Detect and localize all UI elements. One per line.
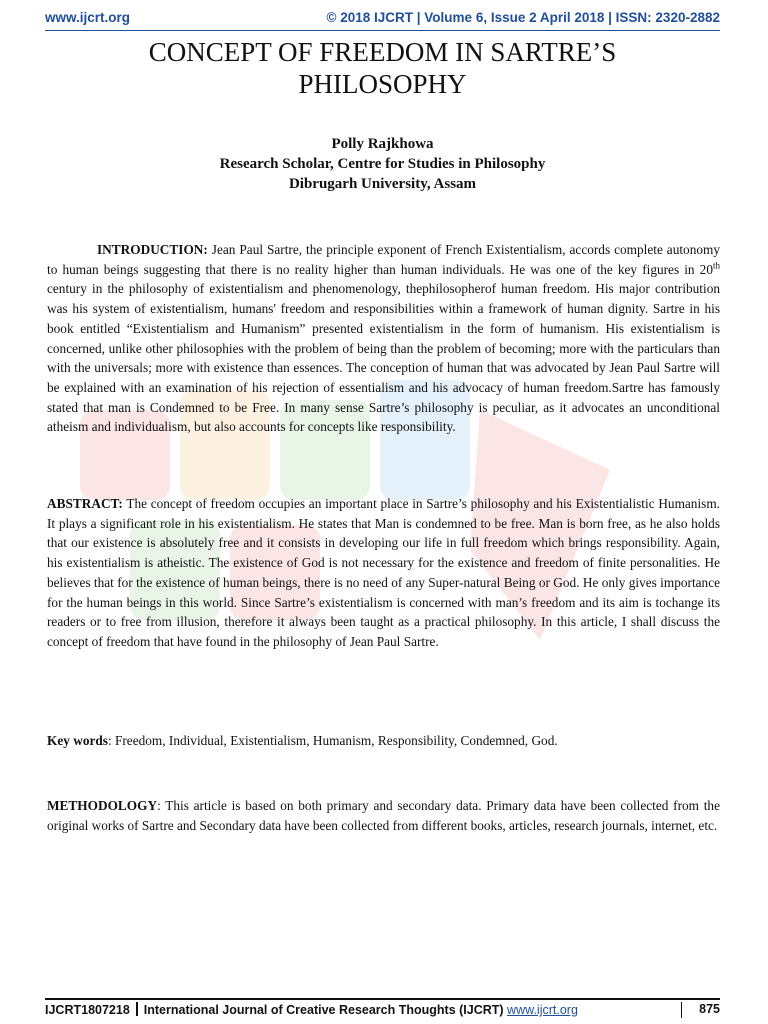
abstract-paragraph — [47, 494, 720, 652]
author-block — [45, 134, 720, 194]
footer-journal: International Journal of Creative Research Thoughts (IJCRT) — [143, 1003, 504, 1017]
paper-title — [45, 36, 720, 100]
introduction-superscript: th — [712, 260, 720, 271]
footer-page-separator — [681, 1002, 683, 1018]
keywords-text: : Freedom, Individual, Existentialism, Humanism, Responsibility, Condemned, God. — [107, 733, 558, 748]
footer-paper-id: IJCRT1807218 — [45, 1003, 130, 1017]
author-position: Research Scholar, Centre for Studies in Philosophy — [219, 156, 546, 172]
footer-link[interactable]: www.ijcrt.org — [507, 1003, 578, 1017]
header-citation: © 2018 IJCRT | Volume 6, Issue 2 April 2018 | ISSN: 2320-2882 — [326, 10, 720, 25]
title-line-2: PHILOSOPHY — [298, 69, 467, 99]
author-name: Polly Rajkhowa — [331, 136, 434, 152]
header-website[interactable]: www.ijcrt.org — [45, 10, 131, 25]
footer-separator — [136, 1002, 138, 1016]
page-number: 875 — [699, 1002, 720, 1016]
abstract-heading: ABSTRACT: — [47, 496, 123, 511]
introduction-text-a: Jean Paul Sartre, the principle exponent of French Existentialism, accords complete autonomy to human beings suggesting that there is no reality higher than human individuals. He was one of the key figures in 20 — [47, 242, 720, 277]
methodology-heading: METHODOLOGY — [47, 798, 158, 813]
abstract-text: The concept of freedom occupies an important place in Sartre’s philosophy and his Existentialistic Humanism. It plays a significant role in his existentialism. He states that Man is condemned to be free. Man is born free, as he also holds that our existence is absolutely free and it consists in developing our life in full freedom which brings responsibility. Again, his existentialism is atheistic. The existence of God is not necessary for the existence and freedom of finite personalities. He believes that for the existence of human beings, there is no need of any Super-natural Being or God. He only gives importance for the human beings in this world. Since Sartre’s existentialism is concerned with man’s freedom and its aim is tochange its readers or to free from illusion, therefore it always been taught as a practical philosophy. In this article, I shall discuss the concept of freedom that have found in the philosophy of Jean Paul Sartre. — [47, 496, 720, 649]
methodology-text: : This article is based on both primary and secondary data. Primary data have been collected from the original works of Sartre and Secondary data have been collected from different books, articles, research journals, internet, etc. — [47, 798, 720, 833]
introduction-heading: INTRODUCTION: — [97, 242, 208, 257]
introduction-paragraph — [47, 240, 720, 437]
header-divider — [45, 30, 720, 31]
page-header — [45, 10, 720, 30]
title-line-1: CONCEPT OF FREEDOM IN SARTRE’S — [148, 37, 617, 67]
page-footer — [45, 1002, 720, 1020]
introduction-text-b: century in the philosophy of existentialism and phenomenology, thephilosopherof human freedom. His major contribution was his system of existentialism, humans' freedom and responsibilities within a framework of human dignity. Sartre in his book entitled “Existentialism and Humanism” presented existentialism in the form of humanism. His existentialism is concerned, unlike other philosophies with the problem of being than the problem of becoming; more with the particulars than with the universals; more with existence than essences. The conception of human that was advocated by Jean Paul Sartre will be explained with an examination of his rejection of essentialism and his advocacy of human freedom.Sartre has famously stated that man is Condemned to be Free. In many sense Sartre’s philosophy is peculiar, as it advocates an unconditional atheism and individualism, but also accounts for concepts like responsibility. — [47, 281, 720, 435]
keywords-paragraph — [47, 731, 720, 751]
author-affiliation: Dibrugarh University, Assam — [288, 176, 477, 192]
methodology-paragraph — [47, 796, 720, 835]
footer-divider — [45, 998, 720, 1000]
keywords-heading: Key words — [47, 733, 108, 748]
